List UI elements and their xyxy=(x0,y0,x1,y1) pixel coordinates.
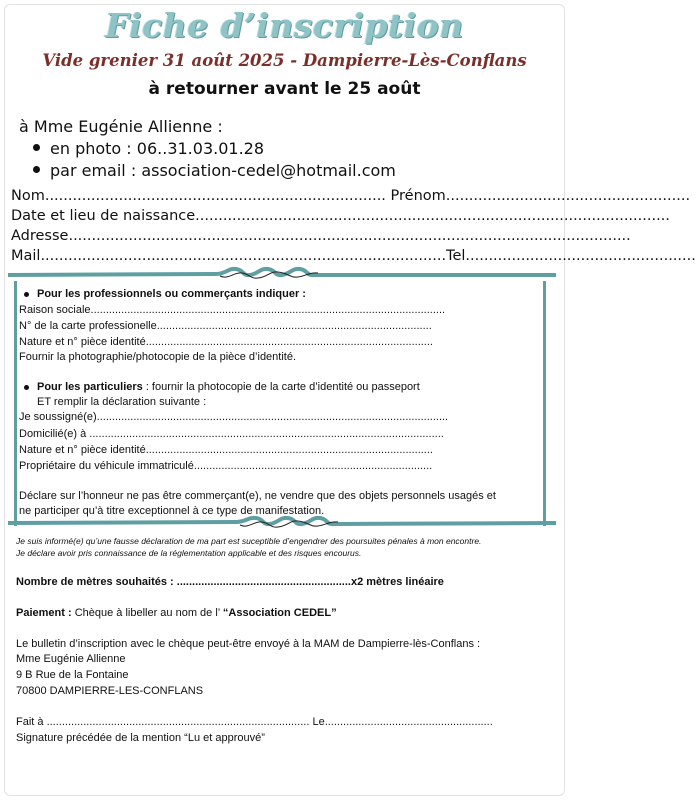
return-deadline: à retourner avant le 25 août xyxy=(148,79,421,99)
bullet-icon xyxy=(33,144,40,151)
raison-sociale-field[interactable]: Raison sociale.................................................................................................................... xyxy=(19,304,446,316)
nom-prenom-field[interactable]: Nom.......................................................................... Prénom..................................................... xyxy=(11,188,691,204)
naissance-field[interactable]: Date et lieu de naissance....................................................................................................... xyxy=(11,208,670,224)
frame-bottom-ornament xyxy=(6,516,558,530)
mail-tel-field[interactable]: Mail........................................................................................Tel.................................................. xyxy=(11,248,696,264)
contact-photo-text: en photo : 06..31.03.01.28 xyxy=(50,139,265,158)
frame-top-ornament xyxy=(6,266,558,280)
contact-photo-item xyxy=(33,139,264,158)
addressee-label: à Mme Eugénie Allienne : xyxy=(19,117,223,136)
adresse-field[interactable]: Adresse.......................................................................................................................... xyxy=(11,228,631,244)
bullet-icon xyxy=(24,385,29,390)
bullet-icon xyxy=(33,166,40,173)
envoi-name: Mme Eugénie Allienne xyxy=(16,653,126,665)
legal-notice-2: Je déclare avoir pris connaissance de la réglementation applicable et des risques encourus. xyxy=(16,548,362,558)
honneur-line-2: ne participer qu’à titre exceptionnel à ce type de manifestation. xyxy=(19,505,325,517)
honneur-line-1: Déclare sur l’honneur ne pas être commerçant(e), ne vendre que des objets personnels usagés et xyxy=(19,490,496,502)
pro-section-title: Pour les professionnels ou commerçants indiquer : xyxy=(24,288,306,300)
piece-identite-pro-field[interactable]: Nature et n° pièce identité.............................................................................................. xyxy=(19,336,433,348)
fait-le-field[interactable]: Fait à ...................................................................................... Le....................................................... xyxy=(16,716,493,728)
contact-email-text: par email : association-cedel@hotmail.com xyxy=(50,161,396,180)
paiement-text: Chèque à libeller au nom de l’ xyxy=(71,607,223,619)
metres-field[interactable]: Nombre de mètres souhaités : .........................................................x2 mètres linéaire xyxy=(16,576,444,588)
contact-email-item xyxy=(33,161,396,180)
legal-notice-1: Je suis informé(e) qu’une fausse déclaration de ma part est suceptible d’engendrer des poursuites pénales à mon encontre. xyxy=(16,536,482,546)
piece-identite-part-field[interactable]: Nature et n° pièce identité.............................................................................................. xyxy=(19,444,433,456)
particuliers-section-title: Pour les particuliers : fournir la photocopie de la carte d’identité ou passeport xyxy=(24,381,420,393)
carte-pro-field[interactable]: N° de la carte professionelle.......................................................................................... xyxy=(19,320,432,332)
envoi-street: 9 B Rue de la Fontaine xyxy=(16,669,129,681)
declaration-instruction: ET remplir la déclaration suivante : xyxy=(37,396,207,408)
domicile-field[interactable]: Domicilié(e) à .................................................................................................................... xyxy=(19,428,444,440)
signature-mention: Signature précédée de la mention “Lu et approuvé” xyxy=(16,732,265,744)
event-subtitle: Vide grenier 31 août 2025 - Dampierre-Lès-Conflans xyxy=(42,51,527,70)
soussigne-field[interactable]: Je soussigné(e)................................................................................................................... xyxy=(19,411,449,423)
envoi-intro: Le bulletin d’inscription avec le chèque peut-être envoyé à la MAM de Dampierre-lès-Conflans : xyxy=(16,638,481,650)
paiement-payee: “Association CEDEL” xyxy=(222,607,337,619)
vehicule-field[interactable]: Propriétaire du véhicule immatriculé.............................................................................. xyxy=(19,460,433,472)
photocopie-instruction: Fournir la photographie/photocopie de la pièce d’identité. xyxy=(19,351,297,363)
paiement-label: Paiement : xyxy=(16,607,72,619)
bullet-icon xyxy=(24,292,29,297)
paiement-line xyxy=(16,607,337,619)
form-title: Fiche d’inscription xyxy=(105,6,464,45)
envoi-city: 70800 DAMPIERRE-LES-CONFLANS xyxy=(16,685,204,697)
